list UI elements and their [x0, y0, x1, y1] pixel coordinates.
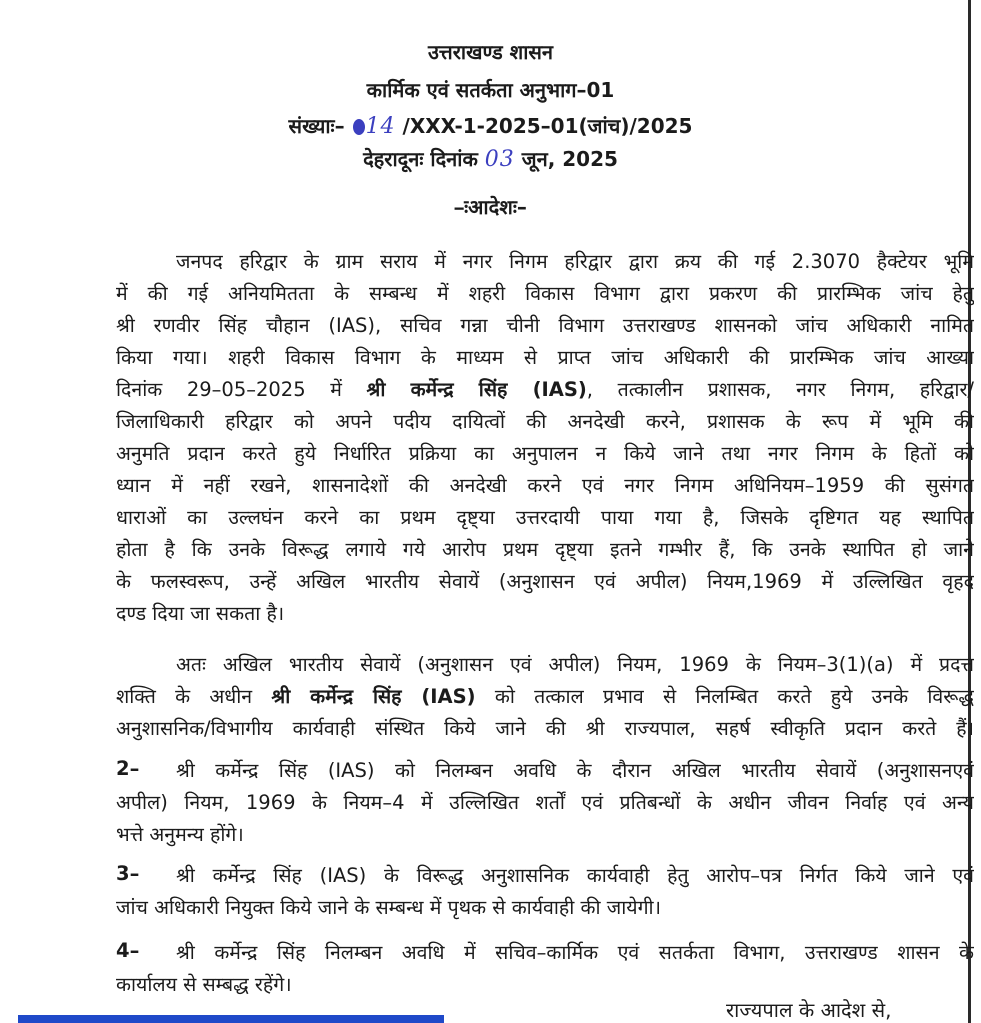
officer-name: श्री कर्मेन्द्र सिंह (IAS)	[366, 378, 587, 401]
paragraph-line: श्री रणवीर सिंह चौहान (IAS), सचिव गन्ना चीनी विभाग उत्तराखण्ड शासनको जांच अधिकारी नामित	[116, 314, 974, 337]
paragraph-line: अनुमति प्रदान करते हुये निर्धारित प्रक्रिया का अनुपालन न किये जाने तथा नगर निगम के हितों को	[116, 442, 974, 465]
paragraph-line: किया गया। शहरी विकास विभाग के माध्यम से प्राप्त जांच अधिकारी की प्रारम्भिक जांच आख्या	[116, 346, 974, 369]
paragraph-line: में की गई अनियमितता के सम्बन्ध में शहरी विकास विभाग द्वारा प्रकरण की प्रारम्भिक जांच हेतु	[116, 282, 974, 305]
item-2-number: 2–	[116, 757, 140, 780]
paragraph-line: श्री कर्मेन्द्र सिंह निलम्बन अवधि में सचिव–कार्मिक एवं सतर्कता विभाग, उत्तराखण्ड शासन के	[176, 941, 974, 964]
officer-name: श्री कर्मेन्द्र सिंह (IAS)	[271, 685, 476, 708]
date-prefix: देहरादूनः दिनांक	[363, 147, 478, 171]
government-name: उत्तराखण्ड शासन	[427, 40, 554, 64]
paragraph-line: जनपद हरिद्वार के ग्राम सराय में नगर निगम हरिद्वार द्वारा क्रय की गई 2.3070 हैक्टेयर भूमि	[176, 250, 974, 273]
blue-bar	[18, 1015, 444, 1023]
paragraph-line: दण्ड दिया जा सकता है।	[116, 602, 285, 625]
paragraph-line: शक्ति के अधीन श्री कर्मेन्द्र सिंह (IAS) को तत्काल प्रभाव से निलम्बित करते हुये उनके विरूद्ध	[116, 685, 974, 708]
paragraph-1	[116, 246, 974, 630]
order-number-prefix: संख्याः–	[288, 114, 345, 138]
paragraph-line: श्री कर्मेन्द्र सिंह (IAS) के विरूद्ध अनुशासनिक कार्यवाही हेतु आरोप–पत्र निर्गत किये जाने एवं	[176, 864, 974, 887]
paragraph-line: ध्यान में नहीं रखने, शासनादेशों की अनदेखी करने एवं नगर निगम अधिनियम–1959 की सुसंगत	[116, 474, 974, 497]
department-name: कार्मिक एवं सतर्कता अनुभाग–01	[366, 78, 615, 102]
paragraph-line: अपील) नियम, 1969 के नियम–4 में उल्लिखित शर्तों एवं प्रतिबन्धों के अधीन जीवन निर्वाह एवं अन्य	[116, 791, 974, 814]
paragraph-2	[116, 649, 974, 745]
paragraph-line: भत्ते अनुमन्य होंगे।	[116, 823, 244, 846]
paragraph-line: दिनांक 29–05–2025 में श्री कर्मेन्द्र सिंह (IAS), तत्कालीन प्रशासक, नगर निगम, हरिद्वार/	[116, 378, 974, 401]
item-4-number: 4–	[116, 939, 140, 962]
item-2	[116, 755, 974, 851]
date-suffix: जून, 2025	[521, 147, 618, 171]
paragraph-line: होता है कि उनके विरूद्ध लगाये गये आरोप प्रथम दृष्ट्या इतने गम्भीर हैं, कि उनके स्थापित हो जाने	[116, 538, 974, 561]
order-number	[0, 112, 981, 139]
paragraph-line: कार्यालय से सम्बद्ध रहेंगे।	[116, 973, 292, 996]
paragraph-line: अतः अखिल भारतीय सेवायें (अनुशासन एवं अपील) नियम, 1969 के नियम–3(1)(a) में प्रदत्त	[176, 653, 974, 676]
date-handwritten: 03	[484, 147, 515, 172]
paragraph-line: श्री कर्मेन्द्र सिंह (IAS) को निलम्बन अवधि के दौरान अखिल भारतीय सेवायें (अनुशासनएवं	[176, 759, 974, 782]
order-title: –ःआदेशः–	[454, 195, 527, 219]
governor-order-line: राज्यपाल के आदेश से,	[726, 998, 892, 1022]
item-4	[116, 937, 974, 1001]
item-3	[116, 860, 974, 924]
item-3-number: 3–	[116, 862, 140, 885]
paragraph-line: धाराओं का उल्लघंन करने का प्रथम दृष्ट्या उत्तरदायी पाया गया है, जिसके दृष्टिगत यह स्थापित	[116, 506, 974, 529]
order-date	[0, 145, 981, 172]
paragraph-line: के फलस्वरूप, उन्हें अखिल भारतीय सेवायें (अनुशासन एवं अपील) नियम,1969 में उल्लिखित वृहद	[116, 570, 974, 593]
paragraph-line: अनुशासनिक/विभागीय कार्यवाही संस्थित किये जाने की श्री राज्यपाल, सहर्ष स्वीकृति प्रदान करते हैं।	[116, 717, 974, 740]
paragraph-line: जिलाधिकारी हरिद्वार को अपने पदीय दायित्वों की अनदेखी करने, प्रशासक के रूप में भूमि की	[116, 410, 974, 433]
paragraph-line: जांच अधिकारी नियुक्त किये जाने के सम्बन्ध में पृथक से कार्यवाही की जायेगी।	[116, 896, 661, 919]
order-number-suffix: /XXX-1-2025–01(जांच)/2025	[402, 114, 693, 138]
ink-blot-icon	[353, 119, 365, 135]
order-number-handwritten: 14	[352, 114, 396, 139]
